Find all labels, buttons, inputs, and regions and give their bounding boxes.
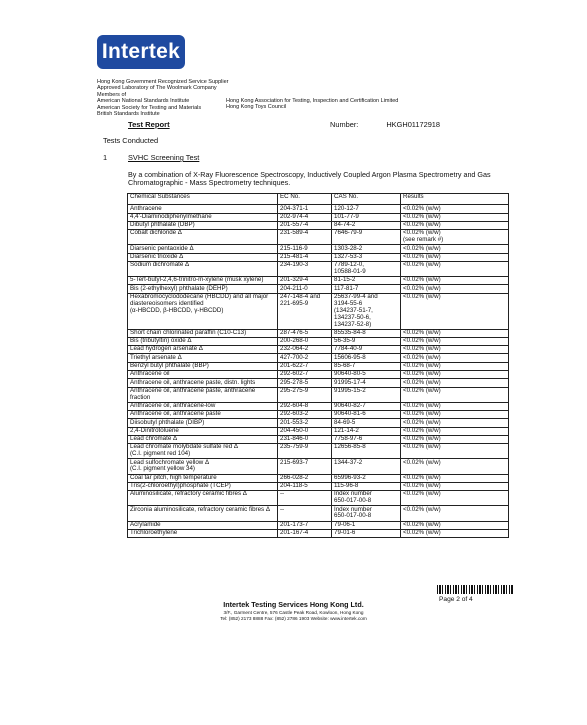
table-cell: 90640-82-7 bbox=[332, 402, 401, 410]
table-cell: Aluminosilicate, refractory ceramic fibres Δ bbox=[128, 491, 278, 506]
table-cell: 85535-84-8 bbox=[332, 329, 401, 337]
table-cell: 25637-99-4 and 3194-55-6 (134237-51-7, 134237-50-6, 134237-52-8) bbox=[332, 293, 401, 329]
table-cell: 295-278-5 bbox=[278, 379, 332, 387]
table-cell: <0.02% (w/w) bbox=[401, 346, 509, 354]
table-cell: 2,4-Dinitrotoluene bbox=[128, 427, 278, 435]
table-cell: 1327-53-3 bbox=[332, 253, 401, 261]
table-cell: <0.02% (w/w) bbox=[401, 459, 509, 474]
table-cell: 231-589-4 bbox=[278, 230, 332, 245]
barcode bbox=[437, 585, 513, 594]
table-row bbox=[128, 411, 509, 419]
table-cell: 287-476-5 bbox=[278, 329, 332, 337]
table-cell: 201-329-4 bbox=[278, 277, 332, 285]
table-cell: 204-371-1 bbox=[278, 205, 332, 213]
table-cell: Acrylamide bbox=[128, 521, 278, 529]
table-cell: 5-Tert-butyl-2,4,6-trinitro-m-xylene (musk xylene) bbox=[128, 277, 278, 285]
table-cell: 215-693-7 bbox=[278, 459, 332, 474]
table-cell: 81-15-2 bbox=[332, 277, 401, 285]
table-cell: <0.02% (w/w) bbox=[401, 221, 509, 229]
table-cell: -- bbox=[278, 506, 332, 521]
table-cell: <0.02% (w/w) bbox=[401, 261, 509, 276]
table-cell: 295-275-9 bbox=[278, 387, 332, 402]
table-cell: Hexabromocyclododecane (HBCDD) and all major diastereoisomers identified (α-HBCDD, β-HBCDD, γ-HBCDD) bbox=[128, 293, 278, 329]
table-cell: 85-68-7 bbox=[332, 362, 401, 370]
table-row bbox=[128, 459, 509, 474]
table-cell: 91995-15-2 bbox=[332, 387, 401, 402]
footer-address: 3/F., Garment Centre, 576 Castle Peak Road, Kowloon, Hong Kong bbox=[223, 610, 364, 615]
table-cell: Anthracene oil bbox=[128, 371, 278, 379]
table-row bbox=[128, 387, 509, 402]
table-cell: Lead chromate Δ bbox=[128, 435, 278, 443]
table-cell: 91995-17-4 bbox=[332, 379, 401, 387]
table-cell: 120-12-7 bbox=[332, 205, 401, 213]
table-cell: <0.02% (w/w) bbox=[401, 506, 509, 521]
table-row bbox=[128, 205, 509, 213]
table-cell: <0.02% (w/w) bbox=[401, 529, 509, 537]
table-cell: Anthracene oil, anthracene paste, anthracene fraction bbox=[128, 387, 278, 402]
table-row bbox=[128, 444, 509, 459]
table-cell: <0.02% (w/w) bbox=[401, 444, 509, 459]
method-description: By a combination of X-Ray Fluorescence Spectroscopy, Inductively Coupled Argon Plasma Spectrometry and Gas Chromatographic - Mass Spectrometry techniques. bbox=[128, 170, 491, 188]
table-cell: Sodium dichromate Δ bbox=[128, 261, 278, 276]
table-cell: 7789-12-0, 10588-01-9 bbox=[332, 261, 401, 276]
table-cell: <0.02% (w/w) bbox=[401, 253, 509, 261]
table-cell: 65996-93-2 bbox=[332, 474, 401, 482]
table-cell: 115-96-8 bbox=[332, 482, 401, 490]
header-memberships bbox=[226, 98, 456, 111]
table-cell: Index number 650-017-00-8 bbox=[332, 491, 401, 506]
footer-company: Intertek Testing Services Hong Kong Ltd. bbox=[223, 600, 364, 609]
table-cell: Diarsenic trioxide Δ bbox=[128, 253, 278, 261]
table-cell: <0.02% (w/w) (see remark #) bbox=[401, 230, 509, 245]
table-cell: <0.02% (w/w) bbox=[401, 427, 509, 435]
table-cell: 117-81-7 bbox=[332, 285, 401, 293]
table-row bbox=[128, 245, 509, 253]
table-cell: Tris(2-chloroethyl)phosphate (TCEP) bbox=[128, 482, 278, 490]
table-cell: Lead sulfochromate yellow Δ (C.I. pigment yellow 34) bbox=[128, 459, 278, 474]
report-title: Test Report bbox=[128, 120, 170, 129]
table-cell: Diisobutyl phthalate (DIBP) bbox=[128, 419, 278, 427]
section-number: 1 bbox=[103, 153, 108, 162]
table-row bbox=[128, 293, 509, 329]
column-header: Results bbox=[401, 194, 509, 205]
header-line: American National Standards Institute bbox=[97, 98, 190, 105]
table-cell: 201-553-2 bbox=[278, 419, 332, 427]
table-cell: 7758-97-6 bbox=[332, 435, 401, 443]
table-cell: 1344-37-2 bbox=[332, 459, 401, 474]
table-cell: <0.02% (w/w) bbox=[401, 362, 509, 370]
table-row bbox=[128, 354, 509, 362]
table-cell: 121-14-2 bbox=[332, 427, 401, 435]
table-cell: Dibutyl phthalate (DBP) bbox=[128, 221, 278, 229]
table-cell: Short chain chlorinated paraffin (C10-C13) bbox=[128, 329, 278, 337]
table-row bbox=[128, 491, 509, 506]
table-cell: <0.02% (w/w) bbox=[401, 402, 509, 410]
table-cell: 90640-81-6 bbox=[332, 411, 401, 419]
number-label: Number: bbox=[330, 120, 359, 129]
table-cell: 204-450-0 bbox=[278, 427, 332, 435]
table-cell: 84-74-2 bbox=[332, 221, 401, 229]
table-cell: <0.02% (w/w) bbox=[401, 419, 509, 427]
column-header: Chemical Substances bbox=[128, 194, 278, 205]
table-cell: 7784-40-9 bbox=[332, 346, 401, 354]
table-cell: 201-557-4 bbox=[278, 221, 332, 229]
table-row bbox=[128, 529, 509, 537]
table-cell: Lead chromate molybdate sulfate red Δ (C.I. pigment red 104) bbox=[128, 444, 278, 459]
table-cell: Lead hydrogen arsenate Δ bbox=[128, 346, 278, 354]
intertek-logo: Intertek bbox=[97, 35, 185, 69]
column-header: CAS No. bbox=[332, 194, 401, 205]
table-cell: <0.02% (w/w) bbox=[401, 379, 509, 387]
svhc-results-table bbox=[127, 193, 509, 538]
report-number bbox=[330, 120, 440, 129]
table-row bbox=[128, 285, 509, 293]
table-cell: 90640-80-5 bbox=[332, 371, 401, 379]
table-cell: Bis (tributyltin) oxide Δ bbox=[128, 337, 278, 345]
table-cell: <0.02% (w/w) bbox=[401, 411, 509, 419]
header-line: Approved Laboratory of The Woolmark Company bbox=[97, 85, 217, 92]
column-header: EC No. bbox=[278, 194, 332, 205]
table-cell: 4,4'-Diaminodiphenylmethane bbox=[128, 213, 278, 221]
table-cell: <0.02% (w/w) bbox=[401, 482, 509, 490]
section-title: SVHC Screening Test bbox=[128, 153, 200, 162]
table-cell: <0.02% (w/w) bbox=[401, 277, 509, 285]
table-cell: 232-064-2 bbox=[278, 346, 332, 354]
table-row bbox=[128, 261, 509, 276]
table-cell: <0.02% (w/w) bbox=[401, 245, 509, 253]
table-cell: <0.02% (w/w) bbox=[401, 354, 509, 362]
table-cell: <0.02% (w/w) bbox=[401, 491, 509, 506]
table-row bbox=[128, 379, 509, 387]
table-cell: 7646-79-9 bbox=[332, 230, 401, 245]
table-cell: Anthracene bbox=[128, 205, 278, 213]
table-cell: 84-69-5 bbox=[332, 419, 401, 427]
table-cell: Cobalt dichloride Δ bbox=[128, 230, 278, 245]
table-cell: Bis (2-ethylhexyl) phthalate (DEHP) bbox=[128, 285, 278, 293]
table-cell: 292-603-2 bbox=[278, 411, 332, 419]
table-cell: 292-602-7 bbox=[278, 371, 332, 379]
table-cell: 101-77-9 bbox=[332, 213, 401, 221]
number-value: HKGH01172918 bbox=[386, 120, 441, 129]
table-cell: 235-759-9 bbox=[278, 444, 332, 459]
table-body bbox=[128, 205, 509, 538]
table-header-row bbox=[128, 194, 509, 205]
table-cell: <0.02% (w/w) bbox=[401, 337, 509, 345]
table-cell: Diarsenic pentaoxide Δ bbox=[128, 245, 278, 253]
table-row bbox=[128, 521, 509, 529]
table-row bbox=[128, 230, 509, 245]
header-line: Hong Kong Toys Council bbox=[226, 104, 287, 111]
table-cell: <0.02% (w/w) bbox=[401, 474, 509, 482]
table-cell: 427-700-2 bbox=[278, 354, 332, 362]
table-cell: <0.02% (w/w) bbox=[401, 205, 509, 213]
table-cell: <0.02% (w/w) bbox=[401, 213, 509, 221]
table-cell: 12656-85-8 bbox=[332, 444, 401, 459]
table-cell: 266-028-2 bbox=[278, 474, 332, 482]
table-cell: 56-35-9 bbox=[332, 337, 401, 345]
table-row bbox=[128, 221, 509, 229]
table-cell: <0.02% (w/w) bbox=[401, 329, 509, 337]
table-cell: Anthracene oil, anthracene-low bbox=[128, 402, 278, 410]
table-row bbox=[128, 371, 509, 379]
table-row bbox=[128, 427, 509, 435]
table-cell: 201-167-4 bbox=[278, 529, 332, 537]
table-row bbox=[128, 346, 509, 354]
table-cell: 247-148-4 and 221-695-9 bbox=[278, 293, 332, 329]
table-row bbox=[128, 419, 509, 427]
table-cell: -- bbox=[278, 491, 332, 506]
table-cell: <0.02% (w/w) bbox=[401, 293, 509, 329]
table-cell: <0.02% (w/w) bbox=[401, 371, 509, 379]
table-row bbox=[128, 506, 509, 521]
table-cell: 292-604-8 bbox=[278, 402, 332, 410]
header-line: Hong Kong Government Recognized Service Supplier bbox=[97, 79, 229, 85]
footer-address-block bbox=[0, 610, 587, 622]
table-cell: Benzyl butyl phthalate (BBP) bbox=[128, 362, 278, 370]
table-cell: 15606-95-8 bbox=[332, 354, 401, 362]
table-cell: Index number 650-017-00-8 bbox=[332, 506, 401, 521]
table-cell: 215-481-4 bbox=[278, 253, 332, 261]
table-cell: <0.02% (w/w) bbox=[401, 387, 509, 402]
table-cell: <0.02% (w/w) bbox=[401, 435, 509, 443]
table-row bbox=[128, 277, 509, 285]
header-line: Hong Kong Association for Testing, Inspection and Certification Limited bbox=[226, 98, 399, 104]
header-line: Members of bbox=[97, 91, 127, 98]
table-cell: Zirconia aluminosilicate, refractory ceramic fibres Δ bbox=[128, 506, 278, 521]
table-cell: 200-268-0 bbox=[278, 337, 332, 345]
tests-conducted-heading: Tests Conducted bbox=[103, 136, 159, 145]
table-cell: 202-974-4 bbox=[278, 213, 332, 221]
table-cell: Anthracene oil, anthracene paste, distn. lights bbox=[128, 379, 278, 387]
page-number: Page 2 of 4 bbox=[439, 596, 473, 603]
table-cell: Triethyl arsenate Δ bbox=[128, 354, 278, 362]
header-line: British Standards Institute bbox=[97, 111, 160, 118]
table-cell: 204-211-0 bbox=[278, 285, 332, 293]
table-cell: 201-622-7 bbox=[278, 362, 332, 370]
table-cell: Trichloroethylene bbox=[128, 529, 278, 537]
table-cell: 204-118-5 bbox=[278, 482, 332, 490]
table-cell: <0.02% (w/w) bbox=[401, 521, 509, 529]
table-cell: <0.02% (w/w) bbox=[401, 285, 509, 293]
table-cell: 215-116-9 bbox=[278, 245, 332, 253]
table-cell: 234-190-3 bbox=[278, 261, 332, 276]
table-row bbox=[128, 362, 509, 370]
header-line: American Society for Testing and Materials bbox=[97, 104, 202, 111]
table-cell: 231-846-0 bbox=[278, 435, 332, 443]
table-cell: 201-173-7 bbox=[278, 521, 332, 529]
footer-contact: Tel: (852) 2173 8888 Fax: (852) 2786 1903 Website: www.intertek.com bbox=[220, 616, 367, 621]
table-cell: 1303-28-2 bbox=[332, 245, 401, 253]
table-cell: 79-06-1 bbox=[332, 521, 401, 529]
table-cell: Anthracene oil, anthracene paste bbox=[128, 411, 278, 419]
table-cell: 79-01-6 bbox=[332, 529, 401, 537]
table-cell: Coal tar pitch, high temperature bbox=[128, 474, 278, 482]
